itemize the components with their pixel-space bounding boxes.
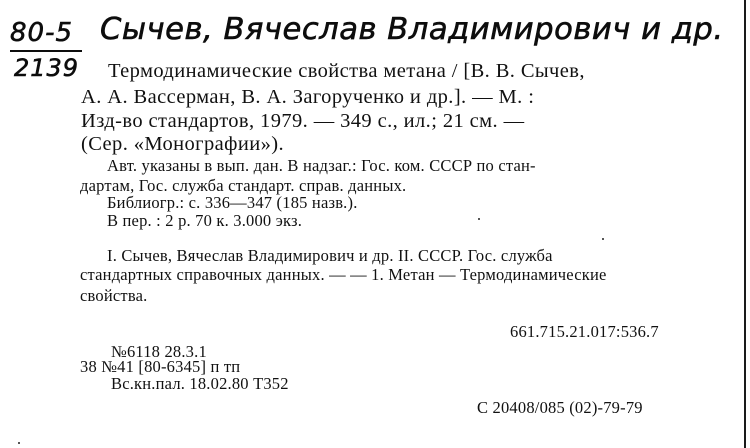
handwritten-shelf-mark-top: 80-5: [10, 18, 74, 48]
title-line-2: А. А. Вассерман, В. А. Загорученко и др.]. — М. :: [81, 86, 535, 108]
scan-speck: [602, 238, 604, 240]
title-line-4: (Сер. «Монографии»).: [81, 133, 284, 155]
price-code: С 20408/085 (02)-79-79: [477, 398, 643, 417]
note-line-4: В пер. : 2 р. 70 к. 3.000 экз.: [107, 211, 303, 230]
note-line-1: Авт. указаны в вып. дан. В надзаг.: Гос. ком. СССР по стан-: [107, 156, 536, 175]
note-line-3: Библиогр.: с. 336—347 (185 назв.).: [107, 193, 358, 212]
card-edge: [744, 0, 746, 448]
note-line-2: дартам, Гос. служба стандарт. справ. данных.: [80, 176, 407, 195]
tracing-line-3: свойства.: [80, 286, 148, 305]
scan-speck: [478, 218, 480, 220]
scan-speck: [18, 442, 20, 444]
registration-number-3: Вс.кн.пал. 18.02.80 Т352: [111, 374, 289, 393]
tracing-line-2: стандартных справочных данных. — — 1. Метан — Термодинамические: [80, 265, 607, 284]
handwritten-author-note: Сычев, Вячеслав Владимирович и др.: [100, 12, 724, 47]
shelf-mark-underline: [10, 50, 82, 52]
udc-code: 661.715.21.017:536.7: [510, 322, 659, 341]
tracing-line-1: I. Сычев, Вячеслав Владимирович и др. II. СССР. Гос. служба: [107, 246, 553, 265]
registration-number-2: 38 №41 [80-6345] п тп: [80, 357, 241, 376]
handwritten-shelf-mark-bottom: 2139: [14, 54, 80, 82]
title-line-1: Термодинамические свойства метана / [В. В. Сычев,: [108, 60, 585, 82]
registration-number-1: №6118 28.3.1: [111, 342, 207, 361]
title-line-3: Изд-во стандартов, 1979. — 349 с., ил.; 21 см. —: [81, 110, 525, 132]
